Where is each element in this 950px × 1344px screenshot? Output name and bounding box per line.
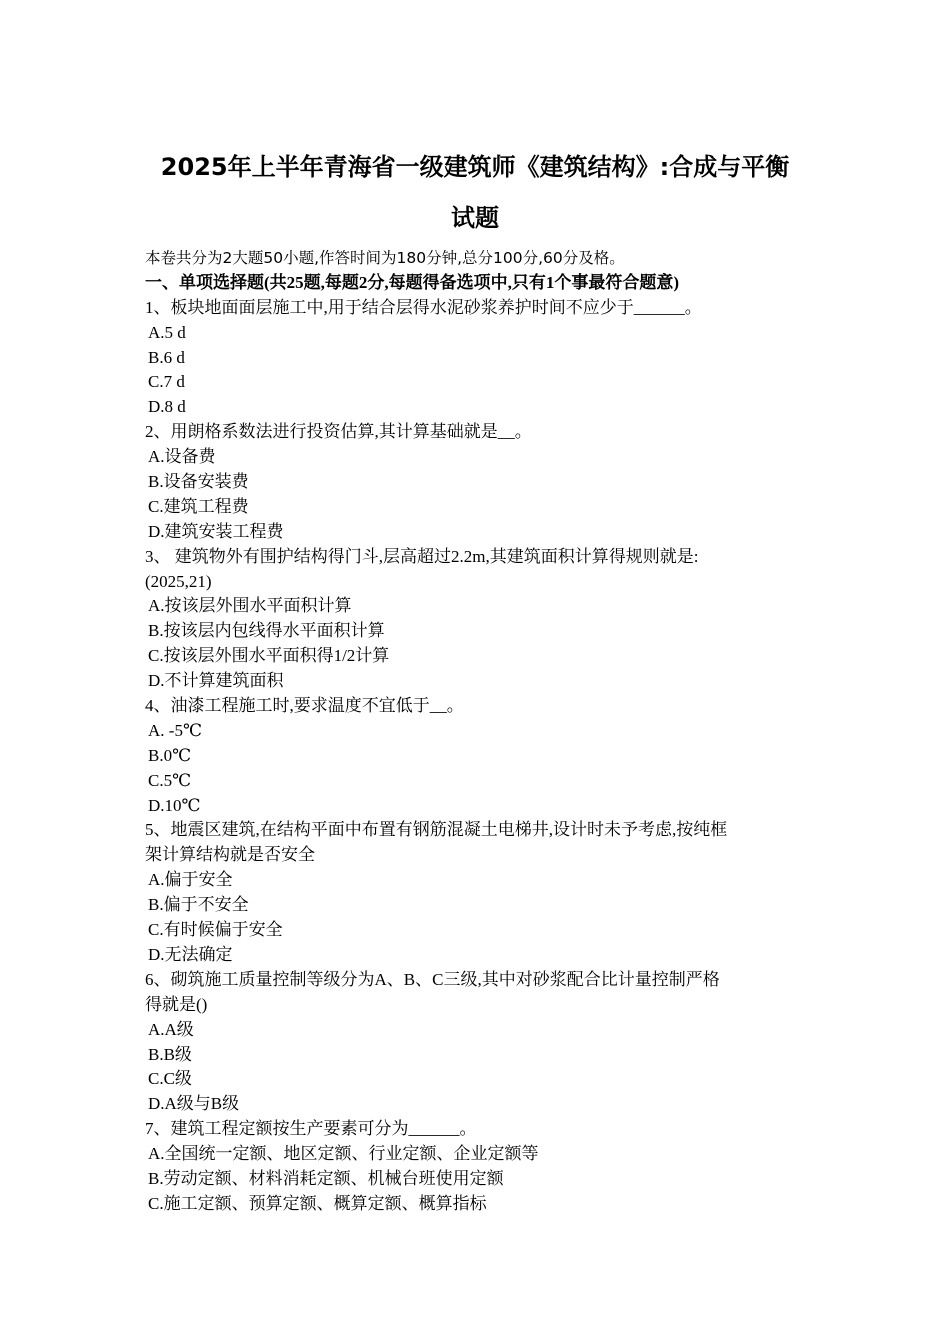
answer-option: C.按该层外围水平面积得1/2计算 bbox=[148, 646, 390, 666]
question-stem: 1、板块地面面层施工中,用于结合层得水泥砂浆养护时间不应少于______。 bbox=[145, 297, 702, 317]
question-stem: 7、建筑工程定额按生产要素可分为______。 bbox=[145, 1119, 477, 1139]
document-body bbox=[145, 246, 815, 1217]
answer-option: B.6 d bbox=[148, 347, 185, 367]
question-item bbox=[145, 968, 815, 1117]
answer-option: D.无法确定 bbox=[148, 944, 233, 964]
answer-option: D.A级与B级 bbox=[148, 1094, 240, 1114]
question-stem: 5、地震区建筑,在结构平面中布置有钢筋混凝土电梯井,设计时未予考虑,按纯框 bbox=[145, 820, 728, 840]
question-item bbox=[145, 818, 815, 967]
question-item bbox=[145, 694, 815, 818]
answer-option: D.10℃ bbox=[148, 795, 201, 815]
question-stem: 3、 建筑物外有围护结构得门斗,层高超过2.2m,其建筑面积计算得规则就是: bbox=[145, 546, 699, 566]
answer-option: C.建筑工程费 bbox=[148, 496, 249, 516]
question-item bbox=[145, 545, 815, 694]
answer-option: B.B级 bbox=[148, 1044, 192, 1064]
answer-option: C.有时候偏于安全 bbox=[148, 920, 283, 940]
question-stem: 4、油漆工程施工时,要求温度不宜低于__。 bbox=[145, 696, 464, 716]
answer-option: A. -5℃ bbox=[148, 720, 202, 740]
question-stem: (2025,21) bbox=[145, 571, 212, 591]
answer-option: A.设备费 bbox=[148, 447, 216, 467]
question-item bbox=[145, 296, 815, 420]
answer-option: D.建筑安装工程费 bbox=[148, 521, 284, 541]
answer-option: A.5 d bbox=[148, 322, 186, 342]
answer-option: C.5℃ bbox=[148, 770, 192, 790]
answer-option: B.劳动定额、材料消耗定额、机械台班使用定额 bbox=[148, 1168, 504, 1188]
document-title-continued: 试题 bbox=[451, 204, 499, 232]
answer-option: A.A级 bbox=[148, 1019, 194, 1039]
answer-option: A.按该层外围水平面积计算 bbox=[148, 596, 352, 616]
section-heading: 一、单项选择题(共25题,每题2分,每题得备选项中,只有1个事最符合题意) bbox=[145, 272, 680, 292]
answer-option: B.设备安装费 bbox=[148, 472, 249, 492]
question-item bbox=[145, 420, 815, 544]
question-list bbox=[145, 296, 815, 1217]
answer-option: B.偏于不安全 bbox=[148, 895, 249, 915]
answer-option: C.7 d bbox=[148, 372, 185, 392]
answer-option: C.C级 bbox=[148, 1069, 192, 1089]
answer-option: B.按该层内包线得水平面积计算 bbox=[148, 621, 385, 641]
question-stem: 架计算结构就是否安全 bbox=[145, 845, 315, 865]
answer-option: D.8 d bbox=[148, 397, 186, 417]
answer-option: B.0℃ bbox=[148, 745, 192, 765]
exam-instructions: 本卷共分为2大题50小题,作答时间为180分钟,总分100分,60分及格。 bbox=[145, 249, 625, 267]
question-stem: 得就是() bbox=[145, 994, 208, 1014]
answer-option: A.偏于安全 bbox=[148, 870, 233, 890]
question-item bbox=[145, 1117, 815, 1217]
answer-option: D.不计算建筑面积 bbox=[148, 671, 284, 691]
document-title: 2025年上半年青海省一级建筑师《建筑结构》:合成与平衡 bbox=[160, 153, 790, 181]
answer-option: A.全国统一定额、地区定额、行业定额、企业定额等 bbox=[148, 1144, 539, 1164]
question-stem: 2、用朗格系数法进行投资估算,其计算基础就是__。 bbox=[145, 422, 532, 442]
question-stem: 6、砌筑施工质量控制等级分为A、B、C三级,其中对砂浆配合比计量控制严格 bbox=[145, 969, 720, 989]
answer-option: C.施工定额、预算定额、概算定额、概算指标 bbox=[148, 1193, 487, 1213]
